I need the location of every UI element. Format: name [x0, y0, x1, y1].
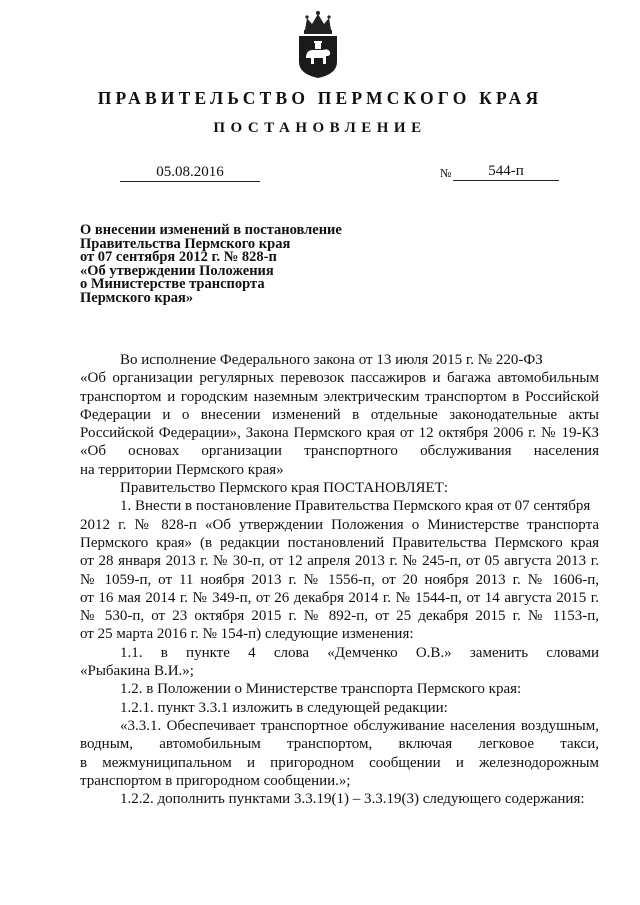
body-line: 1.2.2. дополнить пунктами 3.3.19(1) – 3.3.19(3) следующего содержания: — [120, 791, 585, 808]
body-line: «Об основах организации транспортного обслуживания населения — [80, 443, 599, 460]
body-line: транспортом и городским наземным электрическим транспортом в Российской — [80, 388, 599, 405]
body-line: Пермского края» (в редакции постановлений Правительства Пермского края — [80, 534, 599, 551]
document-body — [80, 351, 599, 808]
body-line: «3.3.1. Обеспечивает транспортное обслуживание населения воздушным, — [120, 717, 599, 734]
document-subject — [80, 224, 380, 306]
subject-line: «Об утверждении Положения — [80, 262, 274, 279]
body-line: от 25 марта 2016 г. № 154-п) следующие изменения: — [80, 626, 414, 643]
subject-line: О внесении изменений в постановление — [80, 222, 342, 238]
body-line: «Об организации регулярных перевозок пассажиров и багажа автомобильным — [80, 370, 599, 387]
subject-line: от 07 сентября 2012 г. № 828-п — [80, 249, 277, 266]
body-line: 2012 г. № 828-п «Об утверждении Положения о Министерстве транспорта — [80, 516, 599, 533]
document-type: ПОСТАНОВЛЕНИЕ — [213, 120, 427, 136]
body-line: 1. Внести в постановление Правительства Пермского края от 07 сентября — [120, 498, 591, 515]
body-line: Федерации и о внесении изменений в отдельные законодательные акты — [80, 406, 599, 423]
subject-line: о Министерстве транспорта — [80, 276, 265, 293]
body-line: на территории Пермского края» — [80, 461, 284, 478]
document-date: 05.08.2016 — [120, 163, 260, 182]
government-title: ПРАВИТЕЛЬСТВО ПЕРМСКОГО КРАЯ — [97, 88, 543, 108]
coat-of-arms-icon — [293, 8, 343, 80]
body-line: от 28 января 2013 г. № 30-п, от 12 апреля 2013 г. № 245-п, от 05 августа 2013 г. — [80, 553, 599, 570]
body-line: в межмуниципальном и пригородном сообщении и железнодорожным — [80, 754, 599, 771]
subject-line: Правительства Пермского края — [80, 235, 291, 252]
number-label: № — [440, 166, 452, 180]
body-line: водным, автомобильным транспортом, включая легковое такси, — [80, 736, 599, 753]
body-line: № 1059-п, от 11 ноября 2013 г. № 1556-п, от 20 ноября 2013 г. № 1606-п, — [80, 571, 599, 588]
subject-line: Пермского края» — [80, 289, 194, 306]
body-line: 1.1. в пункте 4 слова «Демченко О.В.» заменить словами — [120, 644, 599, 661]
body-line: 1.2. в Положении о Министерстве транспорта Пермского края: — [120, 681, 522, 698]
body-line: № 530-п, от 23 октября 2015 г. № 892-п, от 25 декабря 2015 г. № 1153-п, — [80, 608, 599, 625]
body-line: Российской Федерации», Закона Пермского края от 12 октября 2006 г. № 19-КЗ — [80, 425, 599, 442]
body-line: транспортом в пригородном сообщении.»; — [80, 772, 351, 789]
body-line: «Рыбакина В.И.»; — [80, 663, 194, 680]
body-line: Правительство Пермского края ПОСТАНОВЛЯЕТ: — [120, 480, 449, 497]
body-line: от 16 мая 2014 г. № 349-п, от 26 декабря 2014 г. № 1544-п, от 14 августа 2015 г. — [80, 589, 599, 606]
document-number: 544-п — [453, 162, 559, 181]
body-line: 1.2.1. пункт 3.3.1 изложить в следующей редакции: — [120, 699, 448, 716]
body-line: Во исполнение Федерального закона от 13 июля 2015 г. № 220-ФЗ — [120, 352, 543, 368]
